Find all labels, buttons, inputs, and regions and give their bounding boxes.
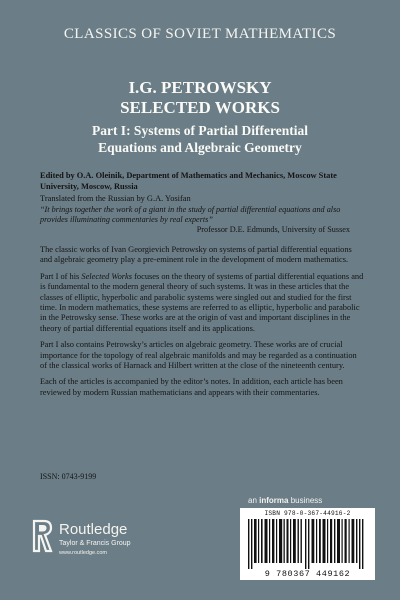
selected-works-title: SELECTED WORKS <box>120 98 280 117</box>
paragraph-2 <box>40 272 365 334</box>
publisher-group: Taylor & Francis Group <box>59 540 131 547</box>
informa-business-label <box>248 496 322 505</box>
book-subtitle <box>0 122 400 156</box>
barcode-panel <box>240 508 375 580</box>
author-name: I.G. PETROWSKY <box>128 78 272 97</box>
informa-brand: informa <box>259 496 289 505</box>
barcode-icon <box>248 519 367 569</box>
editor-credit: Edited by O.A. Oleinik, Department of Mathematics and Mechanics, Moscow State University, Moscow, Russia <box>40 171 337 191</box>
description <box>40 245 365 404</box>
informa-prefix: an <box>248 496 260 505</box>
routledge-logo-icon <box>31 519 53 553</box>
review-quote: “It brings together the work of a giant in the study of partial differential equations and also provides illuminating commentaries by real experts” <box>40 205 341 224</box>
quote-attribution: Professor D.E. Edmunds, University of Sussex <box>196 225 350 234</box>
subtitle-line-1: Part I: Systems of Partial Differential <box>91 123 309 138</box>
paragraph-3: Part I also contains Petrowsky’s articles on algebraic geometry. These works are of crucial importance for the topology of real algebraic manifolds and may be regarded as a continuation of the classical works of Harnack and Hilbert written at the close of the nineteenth century. <box>40 340 357 371</box>
paragraph-4: Each of the articles is accompanied by the editor’s notes. In addition, each article has been reviewed by modern Russian mathematicians and appears with their commentaries. <box>40 377 343 397</box>
publisher-website: www.routledge.com <box>59 550 107 556</box>
paragraph-2-start: Part I of his <box>40 271 82 281</box>
subtitle-line-2: Equations and Algebraic Geometry <box>98 140 302 155</box>
paragraph-2-rest: focuses on the theory of systems of partial differential equations and is fundamental to the modern general theory of such systems. It was in these articles that the classes of elliptic, hyperbolic and parabolic systems were singled out and studied for the first time. In modern mathematics, these systems are referred to as elliptic, hyperbolic and parabolic in the Petrowsky sense. These works are at the origin of vast and important disciplines in the theory of partial differential equations itself and its applications. <box>40 271 364 333</box>
informa-suffix: business <box>288 496 323 505</box>
publisher-name: Routledge <box>59 521 128 538</box>
translator-credit: Translated from the Russian by G.A. Yosifan <box>40 194 191 203</box>
book-title <box>0 78 400 118</box>
issn: ISSN: 0743-9199 <box>40 472 97 481</box>
isbn-label: ISBN 978-0-367-44916-2 <box>264 510 351 517</box>
selected-works-emphasis: Selected Works <box>81 271 133 281</box>
paragraph-1: The classic works of Ivan Georgievich Petrowsky on systems of partial differential equations and algebraic geometry play a pre-eminent role in the development of modern mathematics. <box>40 245 352 265</box>
series-title: CLASSICS OF SOVIET MATHEMATICS <box>63 26 337 42</box>
barcode-number: 9 780367 449162 <box>264 569 351 579</box>
